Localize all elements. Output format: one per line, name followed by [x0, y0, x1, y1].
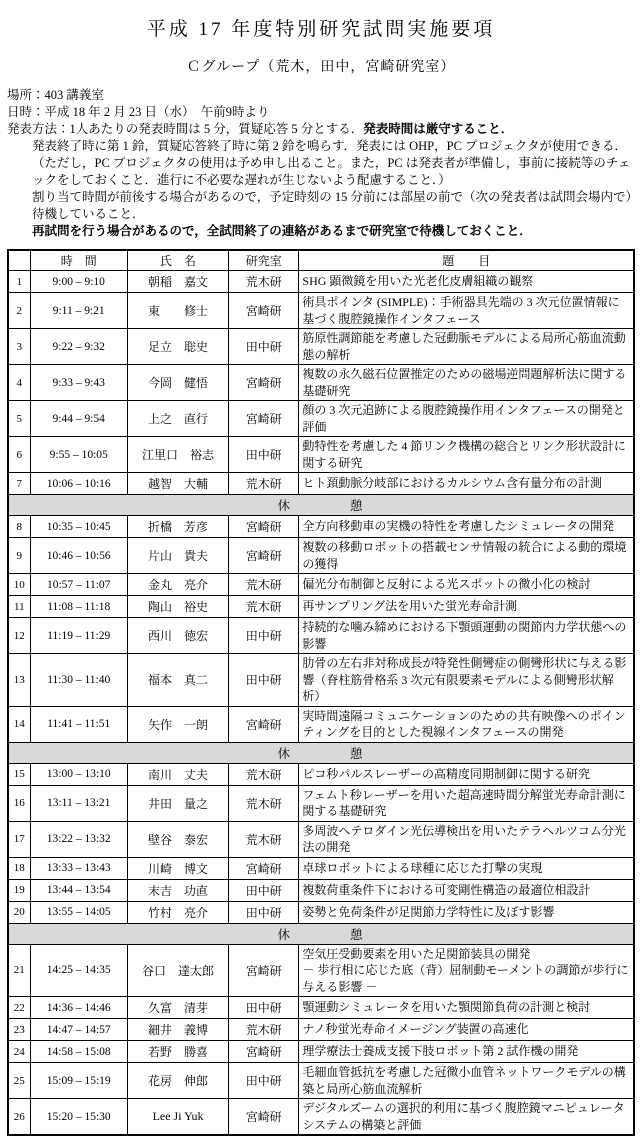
row-lab: 田中研: [229, 901, 299, 923]
row-time: 10:35 – 10:45: [30, 516, 127, 538]
table-row: [8, 821, 634, 857]
table-row: [8, 293, 634, 329]
table-row: [8, 879, 634, 901]
row-name: 金丸 亮介: [127, 574, 228, 596]
row-time: 13:44 – 13:54: [30, 879, 127, 901]
row-title: 卓球ロボットによる球種に応じた打撃の実現: [299, 857, 634, 879]
row-time: 13:00 – 13:10: [30, 763, 127, 785]
row-name: 陶山 裕史: [127, 596, 228, 618]
row-lab: 田中研: [229, 879, 299, 901]
method-text: 発表方法：1人あたりの発表時間は 5 分，質疑応答 5 分とする．: [7, 122, 364, 136]
table-row: [8, 944, 634, 997]
row-name: Lee Ji Yuk: [127, 1099, 228, 1136]
row-name: 南川 丈夫: [127, 763, 228, 785]
row-name: 越智 大輔: [127, 473, 228, 495]
row-name: 福本 真二: [127, 654, 228, 707]
row-time: 14:47 – 14:57: [30, 1019, 127, 1041]
row-title: SHG 顕微鏡を用いた光老化皮膚組織の観察: [299, 271, 634, 293]
table-row: [8, 516, 634, 538]
row-name: 西川 徳宏: [127, 618, 228, 654]
row-name: 若野 勝喜: [127, 1041, 228, 1063]
break-label: 休 憩: [8, 923, 634, 944]
header-name: 氏 名: [127, 250, 228, 271]
row-time: 14:36 – 14:46: [30, 997, 127, 1019]
row-number: 8: [8, 516, 30, 538]
break-row: [8, 742, 634, 763]
row-lab: 田中研: [229, 437, 299, 473]
row-title: 再サンプリング法を用いた蛍光寿命計測: [299, 596, 634, 618]
row-lab: 荒木研: [229, 763, 299, 785]
table-row: [8, 1099, 634, 1136]
row-title: 実時間遠隔コミュニケーションのための共有映像へのポインティングを目的とした視線インタフェースの開発: [299, 706, 634, 742]
table-row: [8, 329, 634, 365]
row-name: 川崎 博文: [127, 857, 228, 879]
note-final-bold: 再試問を行う場合があるので，全試問終了の連絡があるまで研究室で待機しておくこと．: [32, 224, 532, 238]
row-time: 13:55 – 14:05: [30, 901, 127, 923]
row-number: 9: [8, 538, 30, 574]
row-time: 11:08 – 11:18: [30, 596, 127, 618]
note-projector: （ただし，PC プロジェクタの使用は予め申し出ること。また，PC は発表者が準備し，事前に接続等のチェックをしておくこと．進行に不必要な遅れが生じないよう配慮すること．）: [32, 156, 631, 187]
header-lab: 研究室: [229, 250, 299, 271]
row-name: 矢作 一朗: [127, 706, 228, 742]
row-name: 江里口 裕志: [127, 437, 228, 473]
row-lab: 荒木研: [229, 574, 299, 596]
row-number: 22: [8, 997, 30, 1019]
row-title: ピコ秒パルスレーザーの高精度同期制御に関する研究: [299, 763, 634, 785]
row-lab: 荒木研: [229, 785, 299, 821]
row-time: 10:57 – 11:07: [30, 574, 127, 596]
row-title: 複数の移動ロボットの搭載センサ情報の統合による動的環境の獲得: [299, 538, 634, 574]
row-lab: 宮崎研: [229, 538, 299, 574]
row-number: 20: [8, 901, 30, 923]
row-name: 朝稲 嘉文: [127, 271, 228, 293]
row-title: 空気圧受動要素を用いた足関節装具の開発 － 歩行相に応じた底（背）屈制動モーメントの調節が歩行に与える影響 －: [299, 944, 634, 997]
row-title: ナノ秒蛍光寿命イメージング装置の高速化: [299, 1019, 634, 1041]
row-time: 9:33 – 9:43: [30, 365, 127, 401]
row-lab: 田中研: [229, 997, 299, 1019]
header-number: [8, 250, 30, 271]
row-number: 18: [8, 857, 30, 879]
row-lab: 荒木研: [229, 596, 299, 618]
table-row: [8, 401, 634, 437]
info-block: [7, 87, 635, 240]
schedule-table-body: [8, 271, 634, 1136]
row-lab: 荒木研: [229, 271, 299, 293]
row-lab: 宮崎研: [229, 857, 299, 879]
row-number: 15: [8, 763, 30, 785]
table-row: [8, 538, 634, 574]
row-number: 3: [8, 329, 30, 365]
row-number: 26: [8, 1099, 30, 1136]
row-time: 9:44 – 9:54: [30, 401, 127, 437]
row-time: 13:11 – 13:21: [30, 785, 127, 821]
row-number: 5: [8, 401, 30, 437]
row-title: 多周波ヘテロダイン光伝導検出を用いたテラヘルツコム分光法の開発: [299, 821, 634, 857]
schedule-table: [7, 249, 635, 1136]
row-title: 肋骨の左右非対称成長が特発性側彎症の側彎形状に与える影響（脊柱筋骨格系 3 次元有限要素モデルによる側彎形状解析）: [299, 654, 634, 707]
row-number: 23: [8, 1019, 30, 1041]
row-number: 21: [8, 944, 30, 997]
row-name: 久富 清芽: [127, 997, 228, 1019]
row-name: 今岡 健悟: [127, 365, 228, 401]
table-row: [8, 1041, 634, 1063]
row-time: 14:25 – 14:35: [30, 944, 127, 997]
row-number: 12: [8, 618, 30, 654]
table-row: [8, 706, 634, 742]
row-time: 10:46 – 10:56: [30, 538, 127, 574]
row-name: 井田 量之: [127, 785, 228, 821]
method-bold-text: 発表時間は厳守すること．: [363, 122, 514, 136]
row-name: 折橋 芳彦: [127, 516, 228, 538]
table-row: [8, 1063, 634, 1099]
table-row: [8, 365, 634, 401]
row-number: 1: [8, 271, 30, 293]
break-label: 休 憩: [8, 495, 634, 516]
row-number: 2: [8, 293, 30, 329]
row-lab: 田中研: [229, 1063, 299, 1099]
row-lab: 宮崎研: [229, 401, 299, 437]
table-row: [8, 857, 634, 879]
group-subtitle: Ｃグループ（荒木，田中，宮崎研究室）: [186, 60, 456, 75]
table-row: [8, 437, 634, 473]
row-time: 14:58 – 15:08: [30, 1041, 127, 1063]
note-waiting: 割り当て時間が前後する場合があるので，予定時刻の 15 分前には部屋の前で（次の発表者は試問会場内で）待機していること．: [32, 190, 632, 221]
row-title: 全方向移動車の実機の特性を考慮したシミュレータの開発: [299, 516, 634, 538]
row-number: 6: [8, 437, 30, 473]
header-title: 題 目: [299, 250, 634, 271]
row-title: 顎運動シミュレータを用いた顎関節負荷の計測と検討: [299, 997, 634, 1019]
row-lab: 宮崎研: [229, 1099, 299, 1136]
datetime-line: 日時：平成 18 年 2 月 23 日（水） 午前9時より: [7, 105, 270, 119]
row-title: 毛細血管抵抗を考慮した冠微小血管ネットワークモデルの構築と局所心筋血流解析: [299, 1063, 634, 1099]
table-row: [8, 596, 634, 618]
row-name: 末吉 功直: [127, 879, 228, 901]
row-name: 東 修士: [127, 293, 228, 329]
break-label: 休 憩: [8, 742, 634, 763]
row-title: 持続的な噛み締めにおける下顎頭運動の関節内力学状態への影響: [299, 618, 634, 654]
table-row: [8, 654, 634, 707]
row-name: 細井 義博: [127, 1019, 228, 1041]
table-row: [8, 1019, 634, 1041]
table-row: [8, 473, 634, 495]
table-row: [8, 763, 634, 785]
row-time: 13:33 – 13:43: [30, 857, 127, 879]
row-time: 9:22 – 9:32: [30, 329, 127, 365]
break-row: [8, 923, 634, 944]
row-time: 11:30 – 11:40: [30, 654, 127, 707]
row-number: 16: [8, 785, 30, 821]
row-title: 動特性を考慮した 4 節リンク機構の総合とリンク形状設計に関する研究: [299, 437, 634, 473]
row-lab: 宮崎研: [229, 293, 299, 329]
row-time: 9:55 – 10:05: [30, 437, 127, 473]
row-name: 上之 直行: [127, 401, 228, 437]
table-row: [8, 271, 634, 293]
table-row: [8, 997, 634, 1019]
row-time: 15:20 – 15:30: [30, 1099, 127, 1136]
row-lab: 宮崎研: [229, 1041, 299, 1063]
row-lab: 宮崎研: [229, 365, 299, 401]
row-time: 15:09 – 15:19: [30, 1063, 127, 1099]
row-time: 11:19 – 11:29: [30, 618, 127, 654]
row-name: 花房 伸郎: [127, 1063, 228, 1099]
row-number: 14: [8, 706, 30, 742]
table-row: [8, 901, 634, 923]
break-row: [8, 495, 634, 516]
row-time: 9:00 – 9:10: [30, 271, 127, 293]
row-title: 姿勢と免荷条件が足関節力学特性に及ぼす影響: [299, 901, 634, 923]
row-title: 術具ポインタ (SIMPLE)：手術器具先端の 3 次元位置情報に基づく腹腔鏡操作インタフェース: [299, 293, 634, 329]
note-bell: 発表終了時に第 1 鈴，質疑応答終了時に第 2 鈴を鳴らす．発表には OHP，PC プロジェクタが使用できる．: [32, 139, 628, 153]
row-lab: 宮崎研: [229, 706, 299, 742]
row-number: 24: [8, 1041, 30, 1063]
row-time: 13:22 – 13:32: [30, 821, 127, 857]
row-title: 顔の 3 次元追跡による腹腔鏡操作用インタフェースの開発と評価: [299, 401, 634, 437]
row-title: 複数の永久磁石位置推定のための磁場逆問題解析法に関する基礎研究: [299, 365, 634, 401]
row-title: フェムト秒レーザーを用いた超高速時間分解蛍光寿命計測に関する基礎研究: [299, 785, 634, 821]
row-number: 11: [8, 596, 30, 618]
row-lab: 田中研: [229, 618, 299, 654]
method-line: [7, 121, 635, 138]
row-name: 足立 聡史: [127, 329, 228, 365]
row-number: 25: [8, 1063, 30, 1099]
row-time: 9:11 – 9:21: [30, 293, 127, 329]
table-header-row: [8, 250, 634, 271]
row-title: 複数荷重条件下における可変剛性構造の最適位相設計: [299, 879, 634, 901]
row-lab: 宮崎研: [229, 944, 299, 997]
place-line: 場所：403 講義室: [7, 88, 104, 102]
row-lab: 荒木研: [229, 1019, 299, 1041]
table-row: [8, 574, 634, 596]
row-lab: 荒木研: [229, 821, 299, 857]
row-lab: 田中研: [229, 654, 299, 707]
table-row: [8, 618, 634, 654]
row-number: 19: [8, 879, 30, 901]
row-lab: 荒木研: [229, 473, 299, 495]
header-time: 時 間: [30, 250, 127, 271]
row-lab: 田中研: [229, 329, 299, 365]
table-row: [8, 785, 634, 821]
row-name: 片山 貴夫: [127, 538, 228, 574]
page-title: 平成 17 年度特別研究試問実施要項: [146, 19, 496, 40]
row-lab: 宮崎研: [229, 516, 299, 538]
row-title: 筋原性調節能を考慮した冠動脈モデルによる局所心筋血流動態の解析: [299, 329, 634, 365]
row-number: 7: [8, 473, 30, 495]
row-time: 11:41 – 11:51: [30, 706, 127, 742]
row-name: 壁谷 泰宏: [127, 821, 228, 857]
row-name: 竹村 亮介: [127, 901, 228, 923]
row-name: 谷口 達太郎: [127, 944, 228, 997]
row-number: 13: [8, 654, 30, 707]
row-title: 偏光分布制御と反射による光スポットの微小化の検討: [299, 574, 634, 596]
row-time: 10:06 – 10:16: [30, 473, 127, 495]
row-title: デジタルズームの選択的利用に基づく腹腔鏡マニピュレータシステムの構築と評価: [299, 1099, 634, 1136]
row-number: 4: [8, 365, 30, 401]
row-title: ヒト頚動脈分岐部におけるカルシウム含有量分布の計測: [299, 473, 634, 495]
row-number: 10: [8, 574, 30, 596]
row-title: 理学療法士養成支援下肢ロボット第 2 試作機の開発: [299, 1041, 634, 1063]
row-number: 17: [8, 821, 30, 857]
